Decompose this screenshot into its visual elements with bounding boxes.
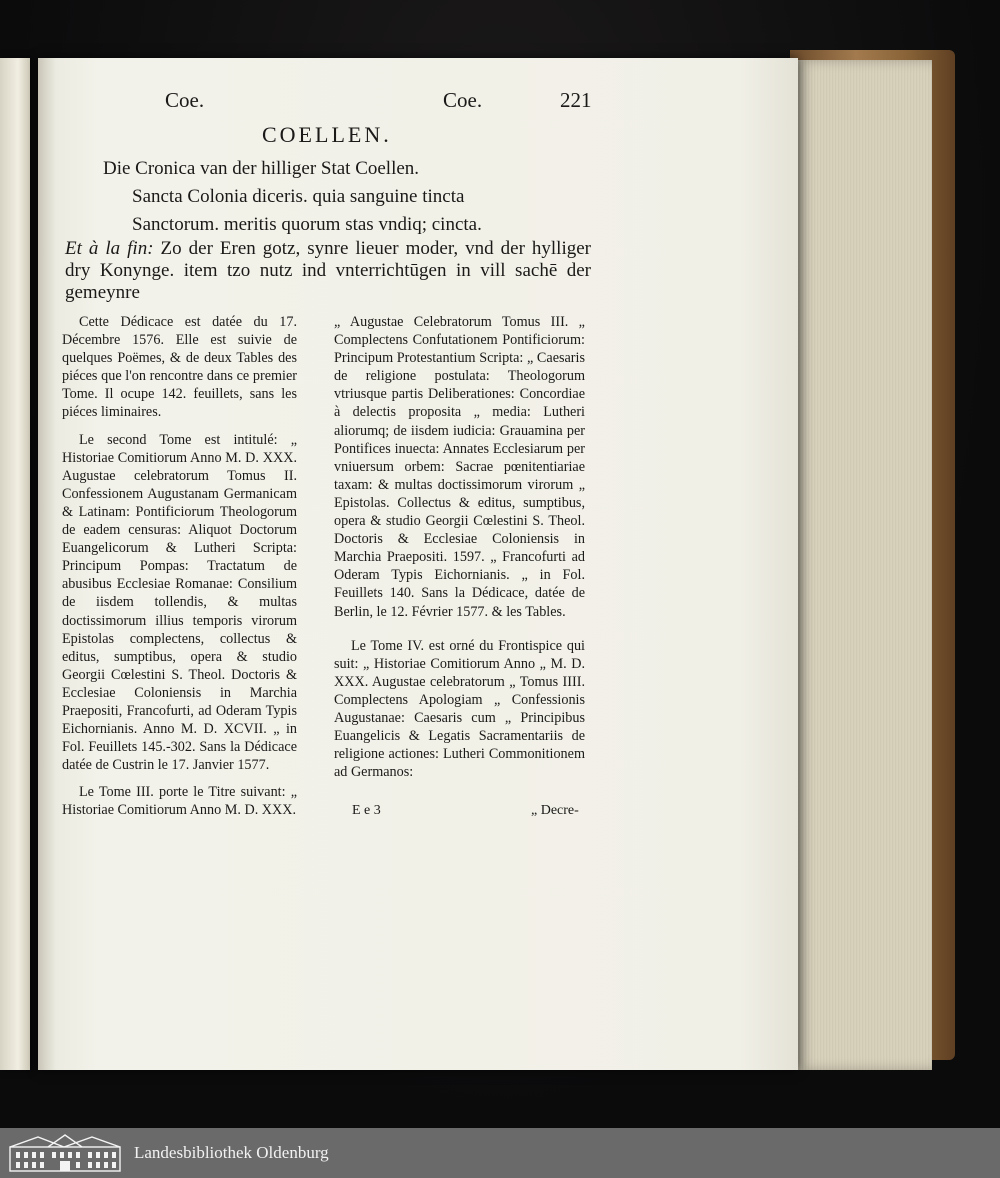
page-number: 221 — [560, 88, 592, 112]
colophon-label: Et à la fin: — [65, 238, 154, 259]
right-column — [334, 313, 585, 790]
paragraph: Le second Tome est intitulé: „ Historiae Comitiorum Anno M. D. XXX. Augustae celebratorum Tomus II. Confessionem Augustanam Germanicam & Latinam: Pontificiorum Theologorum de eadem censuras: Aliquot Doctorum Euangelicorum & Lutheri Scripta: Principum Pompas: Tractatum de abusibus Ecclesiae Romanae: Consilium de iisdem tollendis, & multas doctissimorum illius temporis virorum Epistolas complectens, collectus & editus, sumptibus, opera & studio Georgii Cœlestini S. Theol. Doctoris & Ecclesiae Coloniensis in Marchia Praepositi, Francofurti, ad Oderam Typis Eichornianis. Anno M. D. XCVII. „ in Fol. Feuillets 145.-302. Sans la Dédicace datée de Custrin le 17. Janvier 1577. — [62, 431, 297, 774]
library-building-logo-icon — [8, 1133, 122, 1173]
title-line-2: Sancta Colonia diceris. quia sanguine tincta — [132, 186, 465, 207]
catchword: „ Decre- — [531, 803, 579, 818]
left-column — [62, 313, 297, 829]
paragraph: „ Augustae Celebratorum Tomus III. „ Complectens Confutationem Pontificiorum: Principum Protestantium Scripta: „ Caesaris de religione postulata: Theologorum vtriusque partis Deliberationes: Concordiae à delectis proposita „ media: Lutheri aliorumq; de iisdem iudicia: Grauamina per Pontifices inuecta: Annates Ecclesiarum per vniuersum orbem: Sacrae pœnitentiariae taxam: & multas doctissimorum virorum „ Epistolas. Collectus & editus, sumptibus, opera & studio Georgii Cœlestini S. Theol. Doctoris & Ecclesiae Coloniensis in Marchia Praepositi. 1597. „ Francofurti ad Oderam Typis Eichornianis. „ in Fol. Feuillets 140. Sans la Dédicace, datée de Berlin, le 12. Février 1577. & les Tables. — [334, 314, 585, 620]
title-line-1: Die Cronica van der hilliger Stat Coellen. — [103, 158, 420, 179]
entry-title: COELLEN. — [262, 122, 392, 147]
colophon-line — [65, 238, 591, 304]
facing-page-edge — [0, 58, 30, 1070]
library-footer-bar — [0, 1128, 1000, 1178]
signature-mark: E e 3 — [352, 803, 381, 818]
page-edges — [796, 60, 932, 1070]
colophon-text: Zo der Eren gotz, synre lieuer moder, vnd der hylliger dry Konynge. item tzo nutz ind vnterrichtūgen in vill sachē der gemeynre — [65, 238, 591, 303]
running-head-mid: Coe. — [443, 88, 483, 112]
paragraph: Le Tome III. porte le Titre suivant: „ Historiae Comitiorum Anno M. D. XXX. — [62, 784, 297, 819]
running-head-left: Coe. — [165, 88, 205, 112]
title-line-3: Sanctorum. meritis quorum stas vndiq; cincta. — [132, 214, 482, 235]
library-name: Landesbibliothek Oldenburg — [134, 1143, 329, 1162]
paragraph: Le Tome IV. est orné du Frontispice qui suit: „ Historiae Comitiorum Anno „ M. D. XXX. Augustae celebratorum „ Tomus IIII. Complectens Apologiam „ Confessionis Augustanae: Caesaris cum „ Principibus Euangelicis & Legatis Sacramentariis de religione actiones: Lutheri Commonitionem ad Germanos: — [334, 637, 585, 781]
paragraph: Cette Dédicace est datée du 17. Décembre 1576. Elle est suivie de quelques Poëmes, & de deux Tables des piéces que l'on rencontre dans ce premier Tome. Il ocupe 142. feuillets, sans les piéces liminaires. — [62, 314, 297, 421]
